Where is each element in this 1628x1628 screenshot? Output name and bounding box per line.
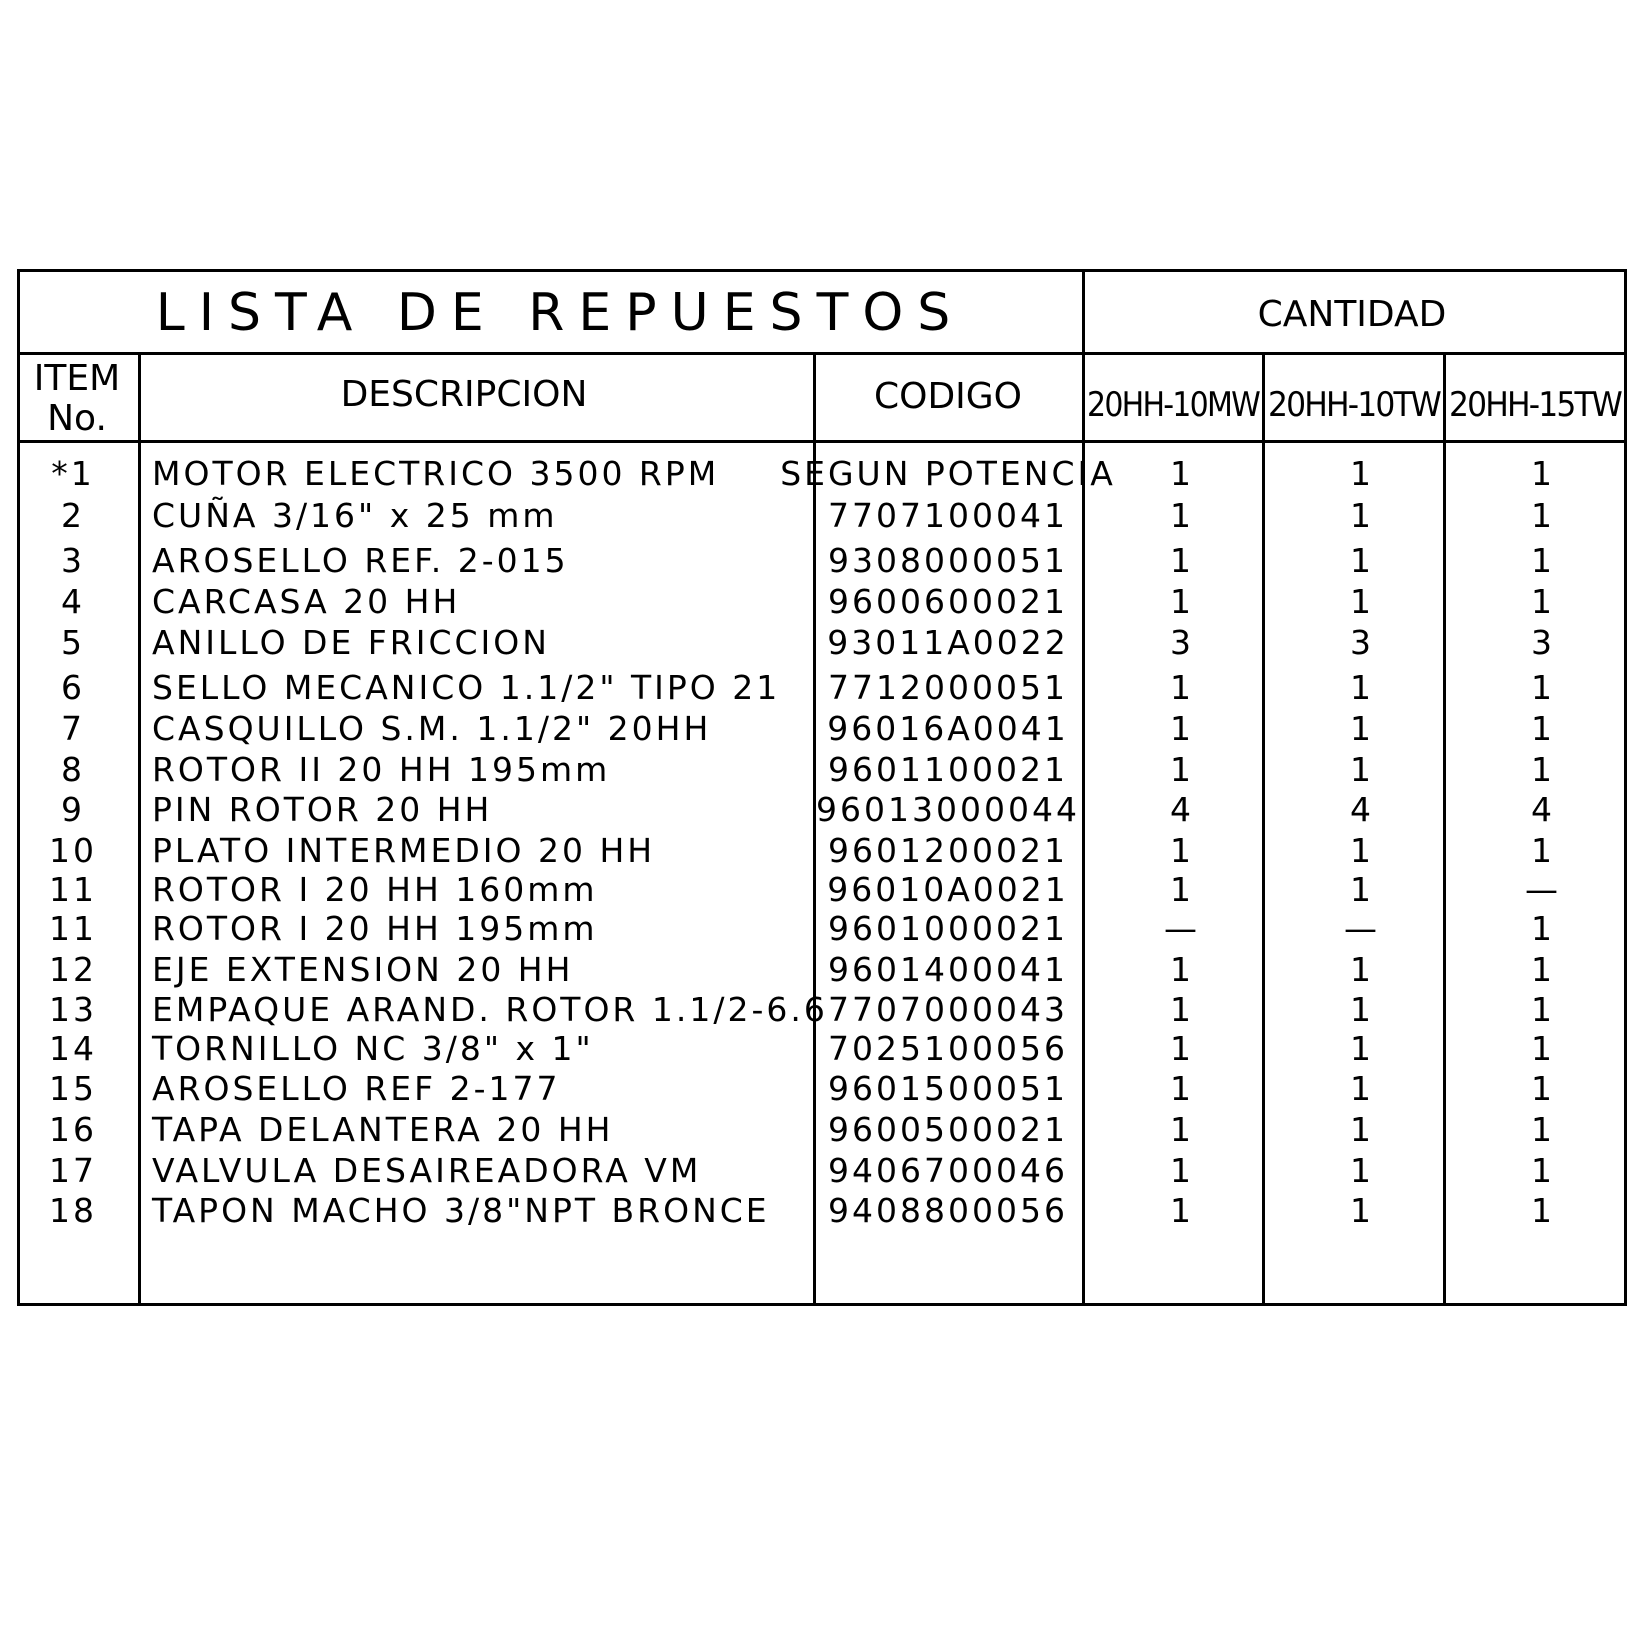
qty-20hh-10tw-cell: 1 — [1350, 1151, 1374, 1190]
description-cell: ROTOR I 20 HH 195mm — [152, 909, 598, 948]
qty-20hh-10mw-cell: 1 — [1170, 496, 1194, 535]
description-cell: MOTOR ELECTRICO 3500 RPM — [152, 454, 720, 493]
code-cell: 9406700046 — [828, 1151, 1068, 1190]
code-cell: 93011A0022 — [827, 623, 1069, 662]
model-header-20hh-10tw: 20HH-10TW — [1268, 385, 1440, 425]
code-cell: 9408800056 — [828, 1191, 1068, 1230]
qty-20hh-15tw-cell: 1 — [1531, 1191, 1555, 1230]
code-cell: 9601200021 — [828, 831, 1068, 870]
item-cell: 11 — [49, 909, 97, 948]
qty-20hh-10mw-cell: 1 — [1170, 1191, 1194, 1230]
description-cell: ROTOR I 20 HH 160mm — [152, 870, 598, 909]
qty-20hh-15tw-cell: 1 — [1531, 1151, 1555, 1190]
qty-20hh-10tw-cell: 1 — [1350, 990, 1374, 1029]
qty-20hh-15tw-cell: 1 — [1531, 541, 1555, 580]
code-cell: 96016A0041 — [827, 709, 1069, 748]
table-title: LISTA DE REPUESTOS — [155, 283, 965, 343]
code-cell: 9601400041 — [828, 950, 1068, 989]
description-cell: AROSELLO REF 2-177 — [152, 1069, 561, 1108]
qty-20hh-10mw-cell: 1 — [1170, 454, 1194, 493]
qty-20hh-10mw-cell: 1 — [1170, 1110, 1194, 1149]
item-cell: 13 — [49, 990, 97, 1029]
qty-20hh-10tw-cell: 1 — [1350, 582, 1374, 621]
code-cell: 7707100041 — [828, 496, 1068, 535]
qty-20hh-10mw-cell: 1 — [1170, 1069, 1194, 1108]
code-cell: 7025100056 — [828, 1029, 1068, 1068]
qty-20hh-10tw-cell: 1 — [1350, 1069, 1374, 1108]
description-cell: CASQUILLO S.M. 1.1/2" 20HH — [152, 709, 712, 748]
description-cell: TAPON MACHO 3/8"NPT BRONCE — [152, 1191, 770, 1230]
description-cell: AROSELLO REF. 2-015 — [152, 541, 569, 580]
code-cell: SEGUN POTENCIA — [780, 454, 1116, 493]
code-cell: 7707000043 — [828, 990, 1068, 1029]
item-cell: 18 — [49, 1191, 97, 1230]
qty-20hh-10tw-cell: 1 — [1350, 496, 1374, 535]
description-cell: PIN ROTOR 20 HH — [152, 790, 493, 829]
qty-20hh-15tw-cell: 4 — [1531, 790, 1555, 829]
description-header: DESCRIPCION — [340, 374, 588, 415]
qty-20hh-10tw-cell: 1 — [1350, 870, 1374, 909]
item-header-line1: ITEM — [33, 358, 121, 399]
qty-20hh-10tw-cell: 1 — [1350, 1110, 1374, 1149]
quantity-header: CANTIDAD — [1257, 294, 1447, 335]
qty-20hh-10mw-cell: 1 — [1170, 709, 1194, 748]
item-cell: 6 — [61, 668, 85, 707]
qty-20hh-15tw-cell: 1 — [1531, 496, 1555, 535]
qty-20hh-10tw-cell: 4 — [1350, 790, 1374, 829]
qty-20hh-15tw-cell: 1 — [1531, 990, 1555, 1029]
code-cell: 9601100021 — [828, 750, 1068, 789]
code-cell: 9600600021 — [828, 582, 1068, 621]
qty-20hh-10tw-cell: 1 — [1350, 454, 1374, 493]
code-header: CODIGO — [873, 376, 1023, 417]
qty-20hh-10tw-cell: 3 — [1350, 623, 1374, 662]
qty-20hh-10tw-cell: 1 — [1350, 1191, 1374, 1230]
item-cell: 9 — [61, 790, 85, 829]
item-cell: 4 — [61, 582, 85, 621]
qty-20hh-10mw-cell: 1 — [1170, 1029, 1194, 1068]
item-cell: 8 — [61, 750, 85, 789]
col-divider-code — [1082, 269, 1085, 1306]
qty-20hh-15tw-cell: 1 — [1531, 582, 1555, 621]
description-cell: TORNILLO NC 3/8" x 1" — [152, 1029, 594, 1068]
code-cell: 9601000021 — [828, 909, 1068, 948]
qty-20hh-15tw-cell: 1 — [1531, 1029, 1555, 1068]
col-divider-model-1 — [1262, 352, 1265, 1306]
title-divider — [17, 352, 1627, 355]
qty-20hh-10tw-cell: 1 — [1350, 950, 1374, 989]
qty-20hh-15tw-cell: 1 — [1531, 454, 1555, 493]
qty-20hh-10tw-cell: 1 — [1350, 831, 1374, 870]
item-header-line2: No. — [47, 398, 107, 439]
qty-20hh-10tw-cell: 1 — [1350, 668, 1374, 707]
qty-20hh-10mw-cell: 1 — [1170, 831, 1194, 870]
item-cell: 10 — [49, 831, 97, 870]
qty-20hh-10mw-cell: 1 — [1170, 1151, 1194, 1190]
qty-20hh-10mw-cell: — — [1164, 909, 1200, 948]
code-cell: 9308000051 — [828, 541, 1068, 580]
qty-20hh-10mw-cell: 1 — [1170, 950, 1194, 989]
qty-20hh-15tw-cell: 1 — [1531, 950, 1555, 989]
qty-20hh-15tw-cell: 1 — [1531, 750, 1555, 789]
model-header-20hh-10mw: 20HH-10MW — [1087, 385, 1259, 425]
qty-20hh-10mw-cell: 1 — [1170, 870, 1194, 909]
qty-20hh-10tw-cell: 1 — [1350, 541, 1374, 580]
qty-20hh-10tw-cell: 1 — [1350, 709, 1374, 748]
description-cell: SELLO MECANICO 1.1/2" TIPO 21 — [152, 668, 781, 707]
col-divider-description — [813, 352, 816, 1306]
qty-20hh-10mw-cell: 1 — [1170, 668, 1194, 707]
description-cell: EJE EXTENSION 20 HH — [152, 950, 574, 989]
col-divider-model-2 — [1443, 352, 1446, 1306]
qty-20hh-10mw-cell: 1 — [1170, 541, 1194, 580]
qty-20hh-15tw-cell: 1 — [1531, 709, 1555, 748]
qty-20hh-15tw-cell: 1 — [1531, 831, 1555, 870]
description-cell: TAPA DELANTERA 20 HH — [152, 1110, 614, 1149]
item-cell: 15 — [49, 1069, 97, 1108]
qty-20hh-15tw-cell: — — [1525, 870, 1561, 909]
code-cell: 9600500021 — [828, 1110, 1068, 1149]
item-cell: *1 — [51, 454, 95, 493]
description-cell: VALVULA DESAIREADORA VM — [152, 1151, 702, 1190]
col-divider-item — [138, 352, 141, 1306]
description-cell: CUÑA 3/16" x 25 mm — [152, 496, 558, 535]
qty-20hh-10mw-cell: 1 — [1170, 990, 1194, 1029]
model-header-20hh-15tw: 20HH-15TW — [1449, 385, 1621, 425]
code-cell: 7712000051 — [828, 668, 1068, 707]
code-cell: 9601500051 — [828, 1069, 1068, 1108]
code-cell: 96013000044 — [816, 790, 1080, 829]
item-cell: 16 — [49, 1110, 97, 1149]
qty-20hh-15tw-cell: 3 — [1531, 623, 1555, 662]
qty-20hh-15tw-cell: 1 — [1531, 1110, 1555, 1149]
item-cell: 11 — [49, 870, 97, 909]
header-divider — [17, 440, 1627, 443]
item-cell: 7 — [61, 709, 85, 748]
code-cell: 96010A0021 — [827, 870, 1069, 909]
item-cell: 17 — [49, 1151, 97, 1190]
item-cell: 2 — [61, 496, 85, 535]
item-cell: 12 — [49, 950, 97, 989]
item-cell: 14 — [49, 1029, 97, 1068]
description-cell: EMPAQUE ARAND. ROTOR 1.1/2-6.6 — [152, 990, 828, 1029]
description-cell: CARCASA 20 HH — [152, 582, 461, 621]
qty-20hh-10tw-cell: 1 — [1350, 1029, 1374, 1068]
item-cell: 5 — [61, 623, 85, 662]
qty-20hh-10tw-cell: — — [1344, 909, 1380, 948]
qty-20hh-10mw-cell: 1 — [1170, 750, 1194, 789]
qty-20hh-15tw-cell: 1 — [1531, 1069, 1555, 1108]
description-cell: PLATO INTERMEDIO 20 HH — [152, 831, 656, 870]
description-cell: ANILLO DE FRICCION — [152, 623, 550, 662]
description-cell: ROTOR II 20 HH 195mm — [152, 750, 611, 789]
qty-20hh-10mw-cell: 4 — [1170, 790, 1194, 829]
qty-20hh-15tw-cell: 1 — [1531, 668, 1555, 707]
qty-20hh-10tw-cell: 1 — [1350, 750, 1374, 789]
item-cell: 3 — [61, 541, 85, 580]
qty-20hh-15tw-cell: 1 — [1531, 909, 1555, 948]
qty-20hh-10mw-cell: 1 — [1170, 582, 1194, 621]
qty-20hh-10mw-cell: 3 — [1170, 623, 1194, 662]
